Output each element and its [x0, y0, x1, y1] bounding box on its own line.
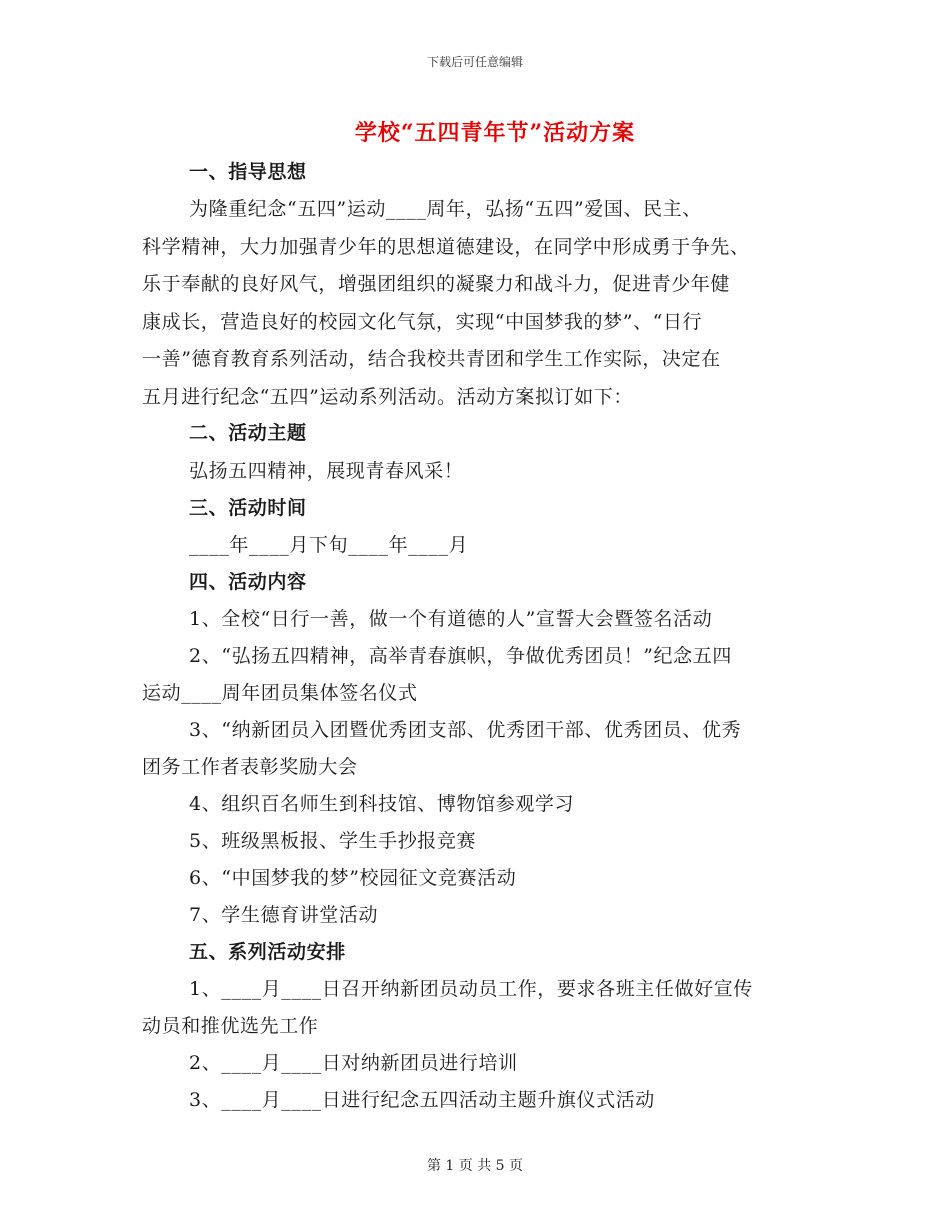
list-item: 1、全校“日行一善，做一个有道德的人”宣誓大会暨签名活动: [189, 608, 713, 630]
paragraph-line: 一善”德育教育系列活动，结合我校共青团和学生工作实际，决定在: [142, 348, 721, 370]
paragraph-line: 为隆重纪念“五四”运动____周年，弘扬“五四”爱国、民主、: [189, 198, 702, 220]
section-heading-schedule: 五、系列活动安排: [189, 941, 346, 963]
paragraph-line: 康成长，营造良好的校园文化气氛，实现“中国梦我的梦”、“日行: [142, 311, 703, 333]
section-heading-content: 四、活动内容: [189, 571, 307, 593]
list-item: 6、“中国梦我的梦”校园征文竞赛活动: [189, 867, 517, 889]
theme-text: 弘扬五四精神，展现青春风采！: [189, 460, 464, 482]
list-item: 3、____月____日进行纪念五四活动主题升旗仪式活动: [189, 1089, 655, 1111]
section-heading-theme: 二、活动主题: [189, 422, 307, 444]
list-item-continuation: 动员和推优选先工作: [142, 1015, 319, 1037]
document-title: 学校“五四青年节”活动方案: [354, 120, 636, 146]
paragraph-line: 科学精神，大力加强青少年的思想道德建设，在同学中形成勇于争先、: [142, 236, 750, 258]
section-heading-time: 三、活动时间: [189, 497, 307, 519]
list-item-continuation: 团务工作者表彰奖励大会: [142, 756, 358, 778]
time-text: ____年____月下旬____年____月: [189, 534, 469, 556]
list-item: 3、“纳新团员入团暨优秀团支部、优秀团干部、优秀团员、优秀: [189, 719, 742, 741]
header-note: 下载后可任意编辑: [426, 55, 523, 69]
page-footer: 第 1 页 共 5 页: [426, 1158, 524, 1174]
paragraph-line: 乐于奉献的良好风气，增强团组织的凝聚力和战斗力，促进青少年健: [142, 273, 731, 295]
list-item: 7、学生德育讲堂活动: [189, 904, 379, 926]
paragraph-line: 五月进行纪念“五四”运动系列活动。活动方案拟订如下：: [142, 386, 634, 408]
list-item: 2、“弘扬五四精神，高举青春旗帜，争做优秀团员！”纪念五四: [189, 645, 732, 667]
list-item: 4、组织百名师生到科技馆、博物馆参观学习: [189, 793, 575, 815]
list-item: 2、____月____日对纳新团员进行培训: [189, 1052, 518, 1074]
section-heading-guiding-ideology: 一、指导思想: [189, 161, 307, 183]
list-item: 5、班级黑板报、学生手抄报竞赛: [189, 830, 477, 852]
list-item: 1、____月____日召开纳新团员动员工作，要求各班主任做好宣传: [189, 978, 753, 1000]
list-item-continuation: 运动____周年团员集体签名仪式: [142, 682, 418, 704]
